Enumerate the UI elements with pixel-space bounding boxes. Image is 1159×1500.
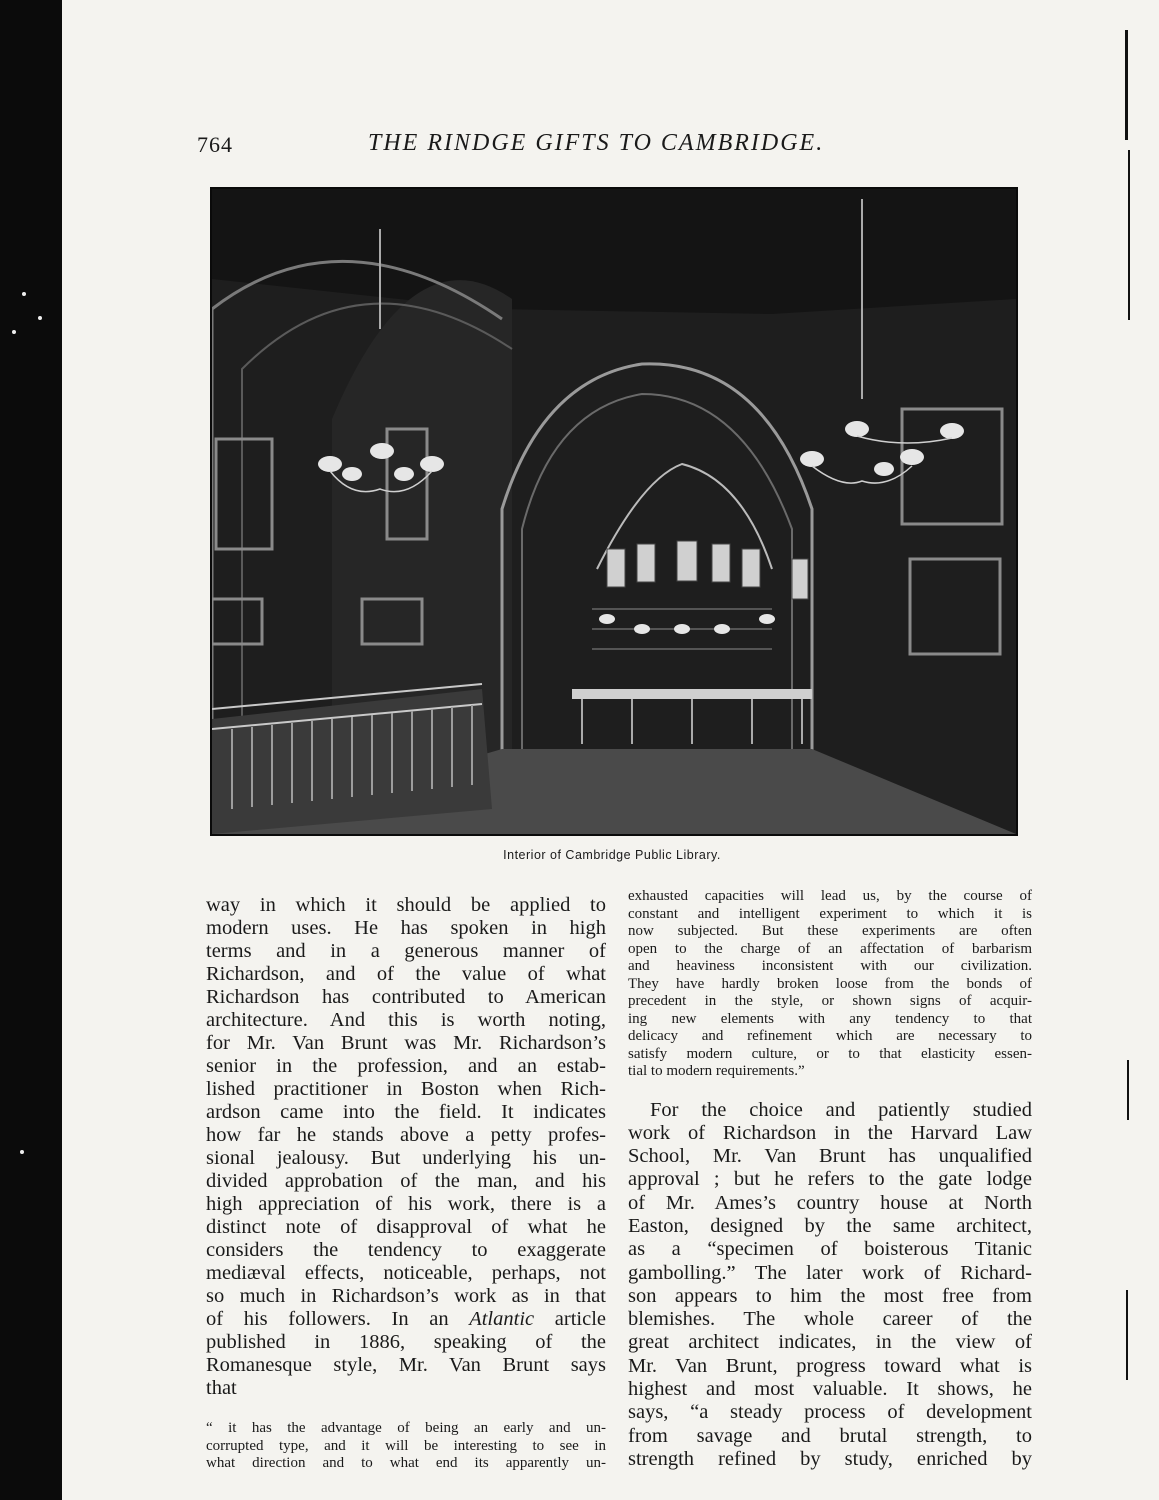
text-line: great architect indicates, in the view of — [628, 1331, 1032, 1354]
text-line: sional jealousy. But underlying his un- — [206, 1147, 606, 1169]
text-line: architecture. And this is worth noting, — [206, 1009, 606, 1031]
text-line: lished practitioner in Boston when Rich- — [206, 1078, 606, 1100]
scan-speck — [12, 330, 16, 334]
text-line: highest and most valuable. It shows, he — [628, 1378, 1032, 1401]
text-run: of his followers. In an — [206, 1308, 470, 1330]
text-line: how far he stands above a petty profes- — [206, 1124, 606, 1146]
scan-right-mark — [1128, 150, 1130, 320]
text-line: Mr. Van Brunt, progress toward what is — [628, 1354, 1032, 1377]
text-line: ardson came into the field. It indicates — [206, 1101, 606, 1123]
text-line: high appreciation of his work, there is a — [206, 1193, 606, 1215]
scan-left-edge — [0, 0, 62, 1500]
text-line: divided approbation of the man, and his — [206, 1170, 606, 1192]
quote-line: tial to modern requirements.” — [628, 1063, 805, 1079]
quote-line: precedent in the style, or shown signs of acquir- — [628, 993, 1032, 1009]
running-title: THE RINDGE GIFTS TO CAMBRIDGE. — [368, 130, 825, 156]
text-line: son appears to him the most free from — [628, 1284, 1032, 1307]
text-line: considers the tendency to exaggerate — [206, 1239, 606, 1261]
quote-line: satisfy modern culture, or to that elasticity essen- — [628, 1045, 1032, 1062]
quote-line: constant and intelligent experiment to which it is — [628, 905, 1032, 922]
text-line: mediæval effects, noticeable, perhaps, not — [206, 1262, 606, 1284]
right-column — [628, 888, 1032, 1471]
text-run: article — [534, 1308, 606, 1330]
quote-line: “ it has the advantage of being an early and un- — [206, 1420, 606, 1436]
scan-speck — [20, 1150, 24, 1154]
text-line-atlantic — [206, 1308, 606, 1331]
text-line: so much in Richardson’s work as in that — [206, 1285, 606, 1307]
quote-line: exhausted capacities will lead us, by the course of — [628, 888, 1032, 904]
quote-line: They have hardly broken loose from the bonds of — [628, 975, 1032, 992]
text-line: blemishes. The whole career of the — [628, 1308, 1032, 1331]
scan-right-mark — [1125, 30, 1128, 140]
text-line: School, Mr. Van Brunt has unqualified — [628, 1145, 1032, 1168]
text-line: gambolling.” The later work of Richard- — [628, 1261, 1032, 1284]
text-line: published in 1886, speaking of the — [206, 1331, 606, 1353]
quote-line: what direction and to what end its apparently un- — [206, 1455, 606, 1471]
library-interior-photo — [210, 187, 1018, 836]
text-line: of Mr. Ames’s country house at North — [628, 1191, 1032, 1214]
text-line: says, “a steady process of development — [628, 1401, 1032, 1424]
scan-speck — [38, 316, 42, 320]
text-line: way in which it should be applied to — [206, 894, 606, 916]
quote-line: and heaviness inconsistent with our civilization. — [628, 958, 1032, 974]
text-line: as a “specimen of boisterous Titanic — [628, 1238, 1032, 1261]
text-line: modern uses. He has spoken in high — [206, 917, 606, 939]
text-line: that — [206, 1377, 237, 1399]
quote-line: open to the charge of an affectation of barbarism — [628, 940, 1032, 957]
text-line: for Mr. Van Brunt was Mr. Richardson’s — [206, 1032, 606, 1054]
scan-right-mark — [1127, 1060, 1129, 1120]
text-line: Richardson has contributed to American — [206, 986, 606, 1008]
quote-line: delicacy and refinement which are necessary to — [628, 1028, 1032, 1044]
page-number: 764 — [197, 132, 233, 157]
text-line: senior in the profession, and an estab- — [206, 1055, 606, 1077]
text-line: For the choice and patiently studied — [650, 1098, 1032, 1121]
text-line: from savage and brutal strength, to — [628, 1424, 1032, 1447]
text-line: approval ; but he refers to the gate lodge — [628, 1168, 1032, 1191]
quote-line: ing new elements with any tendency to that — [628, 1010, 1032, 1027]
scan-right-mark — [1126, 1290, 1128, 1380]
text-line: Romanesque style, Mr. Van Brunt says — [206, 1354, 606, 1376]
text-line: Richardson, and of the value of what — [206, 963, 606, 985]
quote-line: corrupted type, and it will be interesting to see in — [206, 1437, 606, 1454]
left-column — [206, 894, 606, 1473]
text-line: distinct note of disapproval of what he — [206, 1216, 606, 1238]
atlantic-title: Atlantic — [469, 1308, 535, 1330]
quote-line: now subjected. But these experiments are often — [628, 923, 1032, 939]
text-line: terms and in a generous manner of — [206, 940, 606, 962]
text-line: work of Richardson in the Harvard Law — [628, 1121, 1032, 1144]
text-line: Easton, designed by the same architect, — [628, 1214, 1032, 1237]
scan-speck — [22, 292, 26, 296]
text-line: strength refined by study, enriched by — [628, 1447, 1032, 1470]
figure-caption: Interior of Cambridge Public Library. — [503, 848, 721, 862]
